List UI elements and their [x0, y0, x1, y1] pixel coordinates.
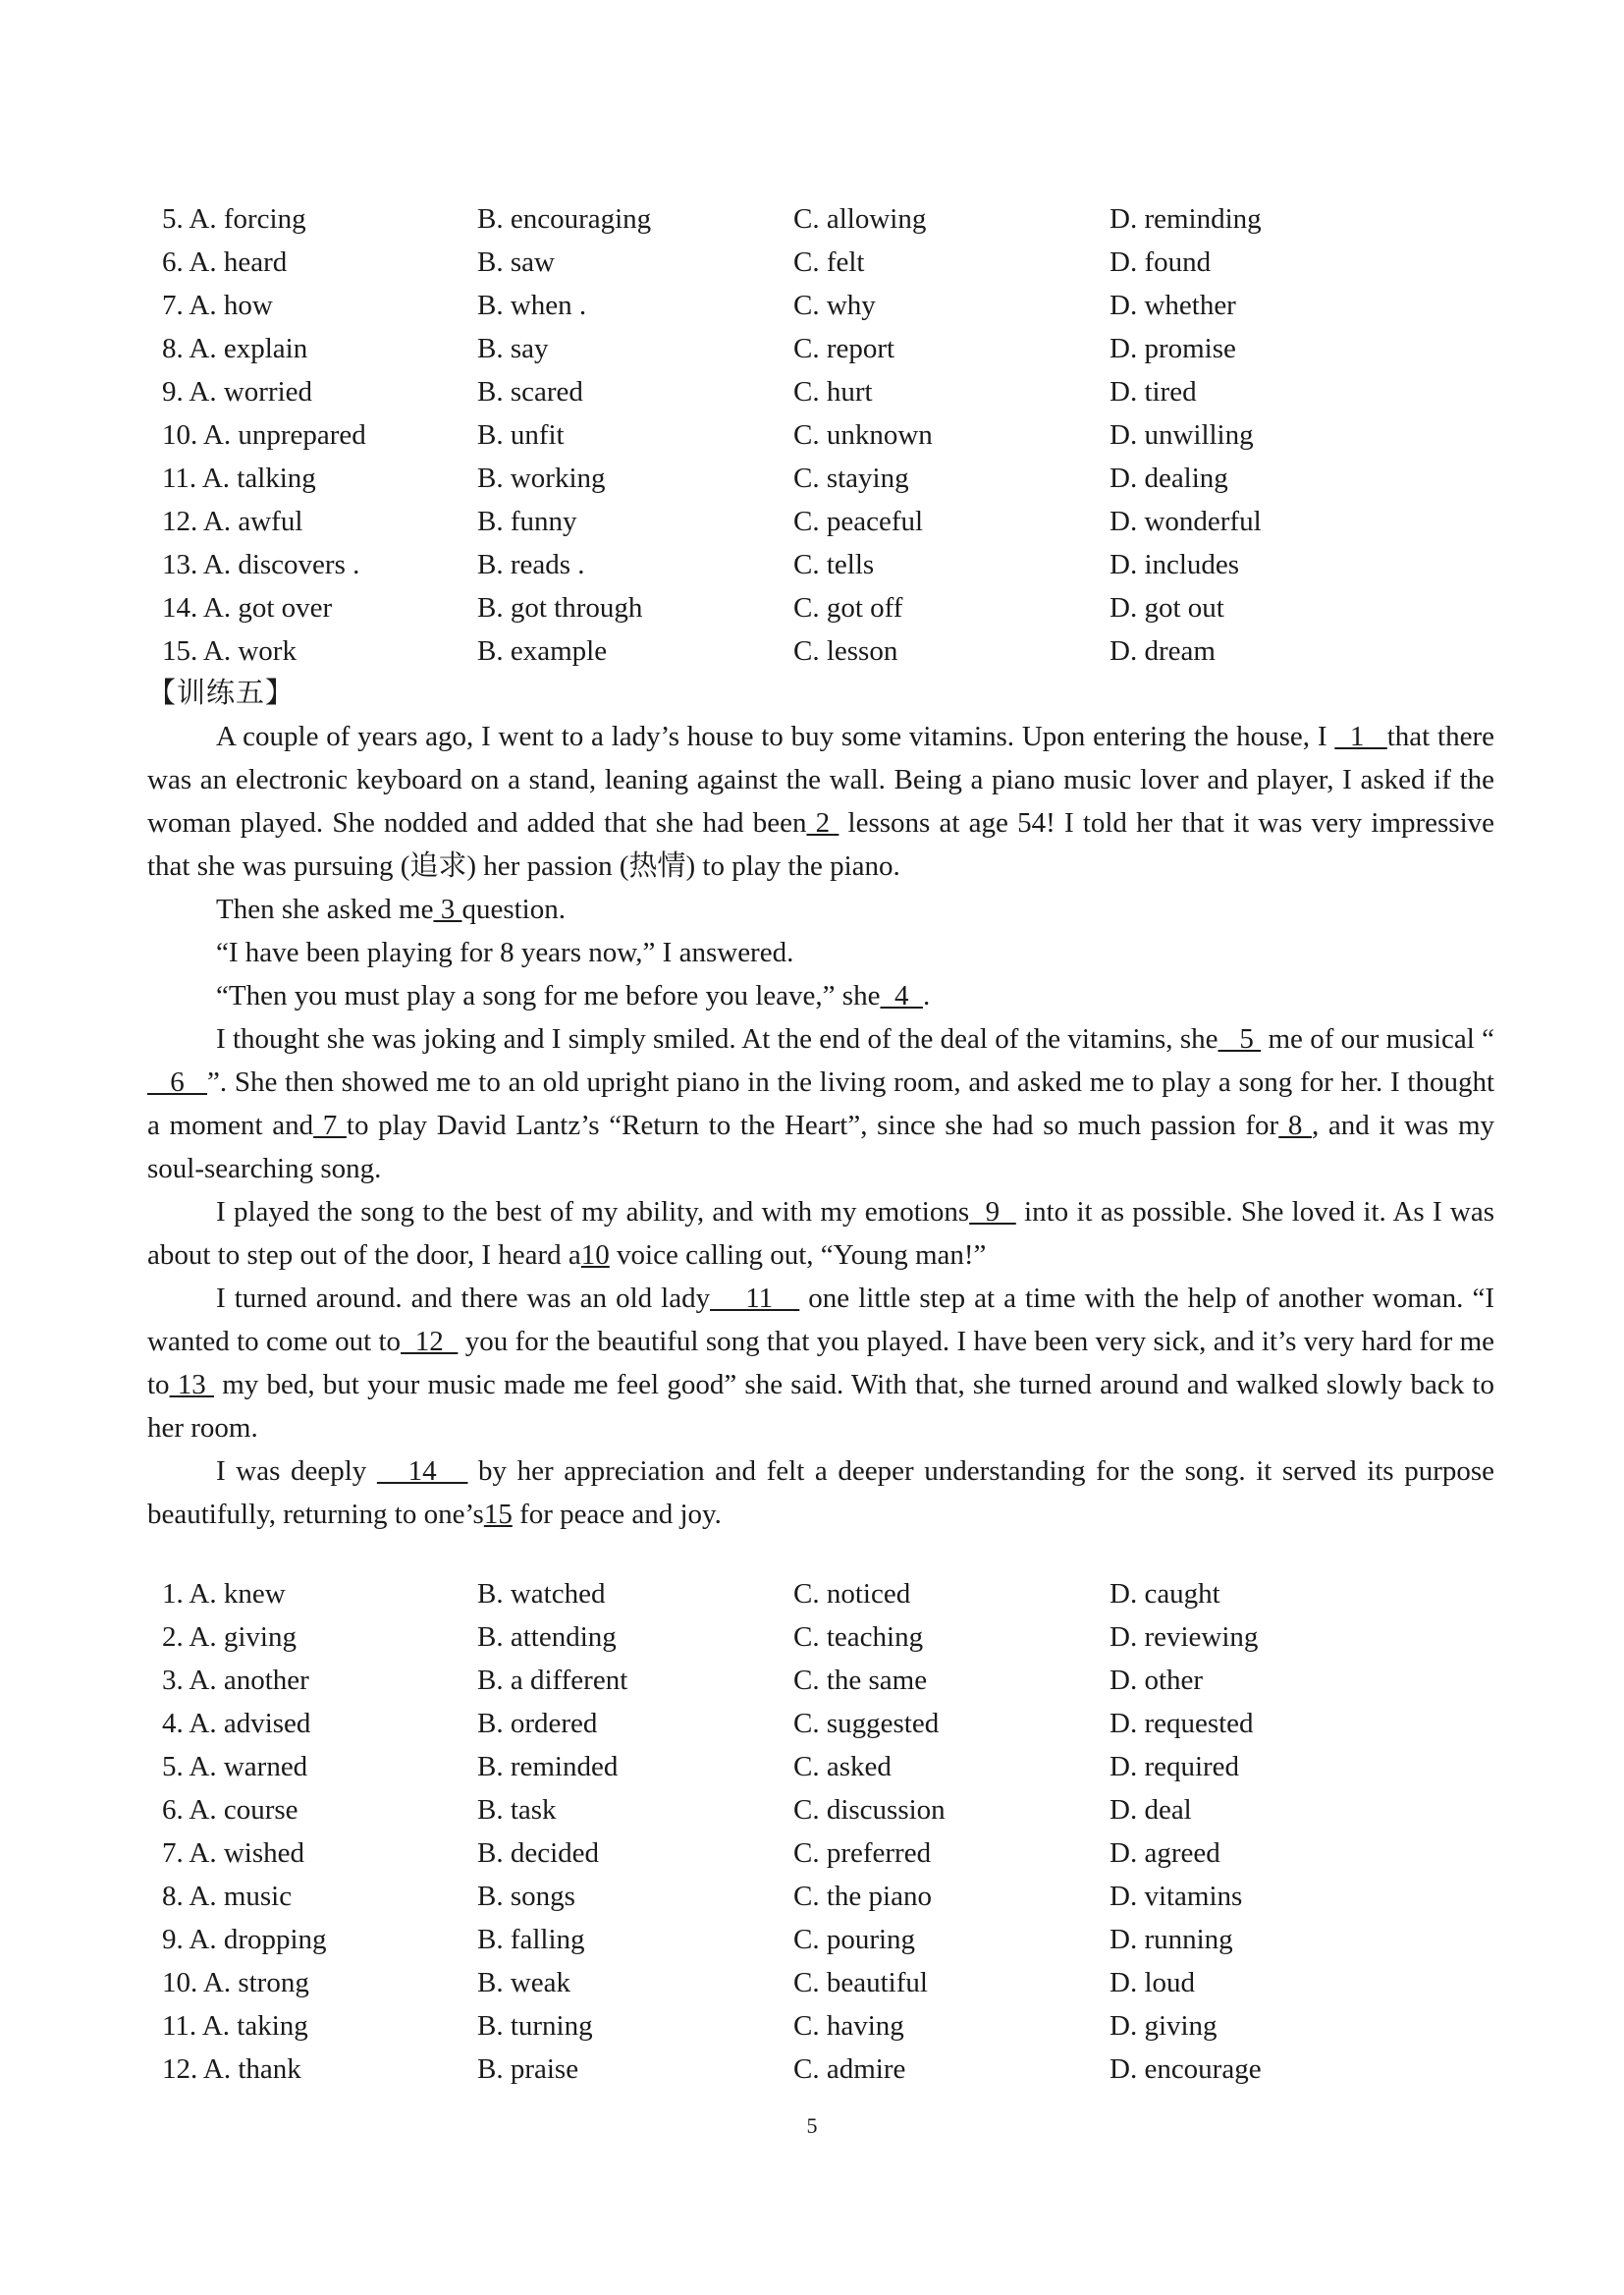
- option-row: [147, 197, 1494, 241]
- option-c: C. lesson: [793, 635, 898, 667]
- blank-number: 8: [1278, 1110, 1312, 1141]
- option-d: D. got out: [1110, 592, 1224, 624]
- option-a: 7. A. how: [162, 290, 273, 321]
- passage-text: question.: [461, 894, 566, 925]
- option-b: B. say: [477, 333, 549, 364]
- option-d: D. other: [1110, 1665, 1204, 1696]
- answer-options-top: [147, 197, 1494, 673]
- option-row: [147, 1918, 1494, 1961]
- option-a: 11. A. taking: [162, 2010, 308, 2042]
- option-a: 10. A. strong: [162, 1967, 309, 1998]
- passage-text: into it as possible. She loved it. As I was about to step out of the door, I heard a: [147, 1196, 1495, 1271]
- option-c: C. tells: [793, 549, 875, 580]
- section-heading: 【训练五】: [147, 678, 296, 709]
- option-b: B. falling: [477, 1924, 585, 1955]
- option-a: 1. A. knew: [162, 1578, 286, 1610]
- option-b: B. unfit: [477, 419, 565, 451]
- option-c: C. the same: [793, 1665, 928, 1696]
- option-row: [147, 327, 1494, 370]
- passage-text: I thought she was joking and I simply smiled. At the end of the deal of the vitamins, she: [216, 1023, 1218, 1055]
- passage-paragraph: [147, 1449, 1494, 1536]
- option-d: D. whether: [1110, 290, 1236, 321]
- option-d: D. found: [1110, 246, 1212, 278]
- option-d: D. requested: [1110, 1708, 1254, 1739]
- option-b: B. decided: [477, 1837, 600, 1869]
- blank-number: 14: [376, 1455, 468, 1487]
- passage-text: you for the beautiful song that you played. I have been very sick, and it’s very hard for me to: [147, 1326, 1495, 1400]
- option-d: D. caught: [1110, 1578, 1220, 1610]
- option-row: [147, 586, 1494, 629]
- option-b: B. songs: [477, 1881, 575, 1912]
- option-c: C. felt: [793, 246, 865, 278]
- passage-paragraph: [147, 888, 1494, 931]
- passage-text: A couple of years ago, I went to a lady’s house to buy some vitamins. Upon entering the house, I: [216, 721, 1335, 752]
- passage-text: “Then you must play a song for me before you leave,” she: [216, 980, 881, 1011]
- passage-text: .: [922, 980, 931, 1011]
- blank-number: 13: [169, 1369, 214, 1400]
- option-row: [147, 629, 1494, 673]
- option-row: [147, 1615, 1494, 1659]
- passage-text: Then she asked me: [216, 894, 434, 925]
- option-d: D. dream: [1110, 635, 1216, 667]
- option-d: D. giving: [1110, 2010, 1218, 2042]
- blank-number: 3: [433, 894, 462, 925]
- option-c: C. peaceful: [793, 506, 924, 537]
- option-b: B. scared: [477, 376, 583, 408]
- passage-paragraph: [147, 715, 1494, 888]
- option-row: [147, 413, 1494, 457]
- option-a: 12. A. awful: [162, 506, 303, 537]
- blank-number: 2: [806, 807, 839, 839]
- passage-paragraph: [147, 931, 1494, 974]
- option-a: 6. A. heard: [162, 246, 288, 278]
- blank-number: 7: [313, 1110, 347, 1141]
- option-a: 7. A. wished: [162, 1837, 304, 1869]
- option-row: [147, 2004, 1494, 2048]
- option-a: 11. A. talking: [162, 463, 316, 494]
- option-row: [147, 241, 1494, 284]
- option-a: 8. A. explain: [162, 333, 308, 364]
- option-a: 3. A. another: [162, 1665, 309, 1696]
- passage-text: lessons at age 54! I told her that it was very impressive that she was pursuing (追求) her passion (热情) to play the piano.: [147, 807, 1495, 882]
- option-row: [147, 1831, 1494, 1875]
- option-b: B. reads .: [477, 549, 585, 580]
- option-b: B. praise: [477, 2053, 579, 2085]
- option-b: B. a different: [477, 1665, 628, 1696]
- option-row: [147, 500, 1494, 543]
- blank-number: 10: [580, 1239, 610, 1271]
- option-a: 4. A. advised: [162, 1708, 311, 1739]
- passage-text: “I have been playing for 8 years now,” I answered.: [216, 937, 794, 968]
- option-d: D. vitamins: [1110, 1881, 1243, 1912]
- option-row: [147, 1572, 1494, 1615]
- option-row: [147, 1788, 1494, 1831]
- option-c: C. preferred: [793, 1837, 932, 1869]
- option-c: C. the piano: [793, 1881, 932, 1912]
- passage-text: my bed, but your music made me feel good” she said. With that, she turned around and walked slowly back to her room.: [147, 1369, 1494, 1444]
- option-row: [147, 543, 1494, 586]
- option-c: C. having: [793, 2010, 904, 2042]
- cloze-passage: [147, 715, 1494, 1536]
- blank-number: 6: [147, 1066, 207, 1098]
- option-c: C. report: [793, 333, 895, 364]
- option-d: D. includes: [1110, 549, 1240, 580]
- passage-text: me of our musical “: [1261, 1023, 1494, 1055]
- option-b: B. got through: [477, 592, 643, 624]
- passage-text: I turned around. and there was an old lady: [216, 1283, 711, 1314]
- option-a: 9. A. dropping: [162, 1924, 327, 1955]
- passage-text: voice calling out, “Young man!”: [609, 1239, 987, 1271]
- blank-number: 9: [969, 1196, 1016, 1228]
- option-c: C. admire: [793, 2053, 906, 2085]
- option-a: 2. A. giving: [162, 1621, 297, 1653]
- option-row: [147, 370, 1494, 413]
- option-d: D. dealing: [1110, 463, 1228, 494]
- option-b: B. saw: [477, 246, 555, 278]
- passage-text: ”. She then showed me to an old upright piano in the living room, and asked me to play a song for her. I thought a moment and: [147, 1066, 1495, 1141]
- option-b: B. funny: [477, 506, 577, 537]
- option-row: [147, 284, 1494, 327]
- option-b: B. weak: [477, 1967, 571, 1998]
- option-c: C. unknown: [793, 419, 933, 451]
- option-d: D. required: [1110, 1751, 1240, 1782]
- option-b: B. ordered: [477, 1708, 598, 1739]
- blank-number: 1: [1334, 721, 1387, 752]
- option-row: [147, 1745, 1494, 1788]
- option-d: D. reminding: [1110, 203, 1262, 235]
- option-a: 5. A. warned: [162, 1751, 308, 1782]
- option-d: D. wonderful: [1110, 506, 1262, 537]
- option-row: [147, 1875, 1494, 1918]
- option-c: C. got off: [793, 592, 903, 624]
- option-row: [147, 2048, 1494, 2091]
- passage-text: to play David Lantz’s “Return to the Heart”, since she had so much passion for: [346, 1110, 1279, 1141]
- option-a: 15. A. work: [162, 635, 297, 667]
- passage-paragraph: [147, 974, 1494, 1017]
- option-row: [147, 1702, 1494, 1745]
- passage-paragraph: [147, 1190, 1494, 1277]
- option-d: D. agreed: [1110, 1837, 1220, 1869]
- option-c: C. allowing: [793, 203, 927, 235]
- answer-options-bottom: [147, 1572, 1494, 2091]
- option-c: C. staying: [793, 463, 909, 494]
- passage-text: I was deeply: [216, 1455, 377, 1487]
- option-c: C. teaching: [793, 1621, 924, 1653]
- option-row: [147, 1961, 1494, 2004]
- option-b: B. when .: [477, 290, 587, 321]
- option-a: 9. A. worried: [162, 376, 313, 408]
- option-b: B. watched: [477, 1578, 606, 1610]
- option-c: C. pouring: [793, 1924, 916, 1955]
- page-number: 5: [806, 2113, 818, 2138]
- option-c: C. suggested: [793, 1708, 940, 1739]
- option-row: [147, 1659, 1494, 1702]
- option-b: B. turning: [477, 2010, 593, 2042]
- option-b: B. reminded: [477, 1751, 619, 1782]
- blank-number: 12: [401, 1326, 459, 1357]
- option-c: C. beautiful: [793, 1967, 928, 1998]
- option-a: 6. A. course: [162, 1794, 298, 1826]
- option-row: [147, 457, 1494, 500]
- option-d: D. promise: [1110, 333, 1236, 364]
- option-b: B. example: [477, 635, 608, 667]
- passage-text: I played the song to the best of my ability, and with my emotions: [216, 1196, 970, 1228]
- option-d: D. unwilling: [1110, 419, 1254, 451]
- option-a: 13. A. discovers .: [162, 549, 360, 580]
- option-a: 10. A. unprepared: [162, 419, 366, 451]
- option-c: C. why: [793, 290, 876, 321]
- option-d: D. loud: [1110, 1967, 1195, 1998]
- passage-text: for peace and joy.: [512, 1499, 722, 1530]
- option-d: D. encourage: [1110, 2053, 1262, 2085]
- option-d: D. tired: [1110, 376, 1197, 408]
- option-c: C. discussion: [793, 1794, 946, 1826]
- option-a: 14. A. got over: [162, 592, 333, 624]
- passage-text: , and it was my soul-searching song.: [147, 1110, 1494, 1184]
- passage-paragraph: [147, 1017, 1494, 1190]
- option-c: C. asked: [793, 1751, 892, 1782]
- option-b: B. attending: [477, 1621, 617, 1653]
- passage-text: that there was an electronic keyboard on a stand, leaning against the wall. Being a piano music lover and player, I asked if the woman played. She nodded and added that she had been: [147, 721, 1494, 839]
- option-b: B. task: [477, 1794, 557, 1826]
- option-a: 5. A. forcing: [162, 203, 306, 235]
- option-c: C. hurt: [793, 376, 873, 408]
- option-a: 8. A. music: [162, 1881, 293, 1912]
- passage-paragraph: [147, 1277, 1494, 1449]
- blank-number: 4: [880, 980, 923, 1011]
- option-b: B. working: [477, 463, 606, 494]
- blank-number: 5: [1218, 1023, 1262, 1055]
- option-c: C. noticed: [793, 1578, 911, 1610]
- passage-text: one little step at a time with the help of another woman. “I wanted to come out to: [147, 1283, 1494, 1357]
- option-d: D. running: [1110, 1924, 1233, 1955]
- option-d: D. deal: [1110, 1794, 1192, 1826]
- option-b: B. encouraging: [477, 203, 652, 235]
- blank-number: 15: [483, 1499, 513, 1530]
- blank-number: 11: [710, 1283, 800, 1314]
- option-a: 12. A. thank: [162, 2053, 301, 2085]
- passage-text: by her appreciation and felt a deeper understanding for the song. it served its purpose beautifully, returning to one’s: [147, 1455, 1495, 1530]
- option-d: D. reviewing: [1110, 1621, 1259, 1653]
